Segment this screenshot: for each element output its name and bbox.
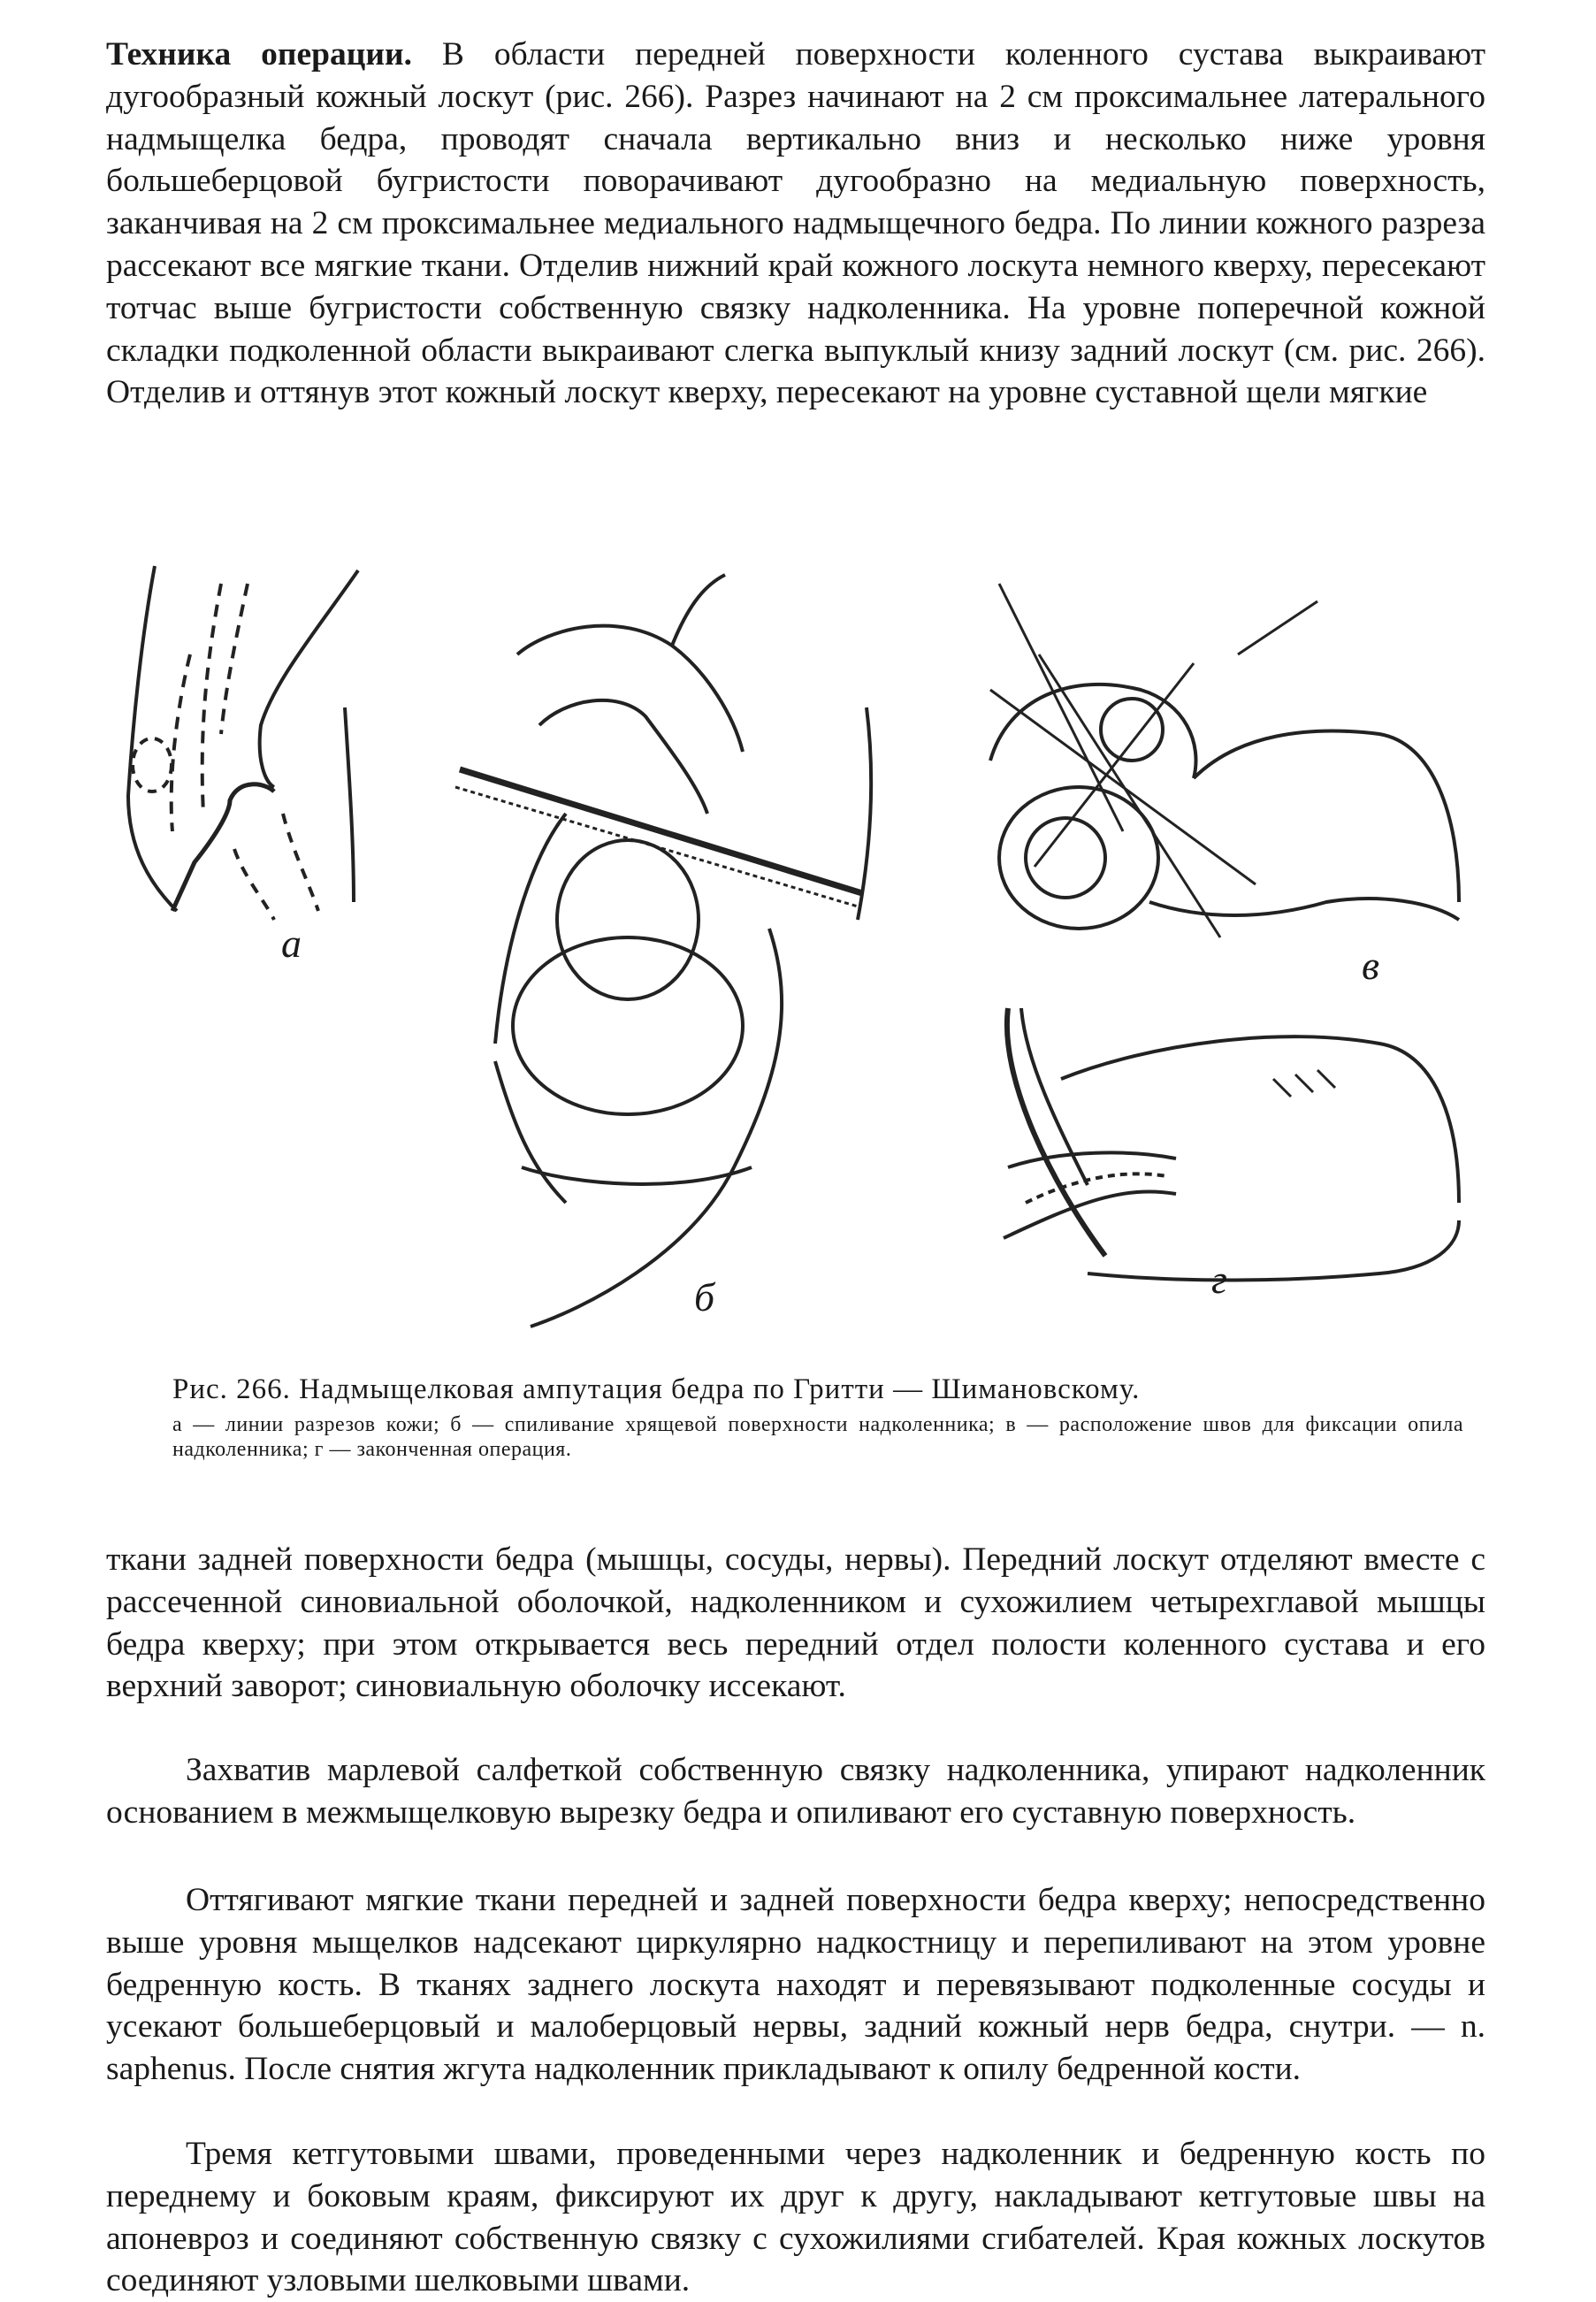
figure-label-v: в [1362, 943, 1379, 988]
figure-label-b: б [694, 1274, 715, 1319]
figure-caption-legend: а — линии разрезов кожи; б — спиливание хрящевой поверхности надколенника; в — расположение швов для фиксации опила надколенника; г — законченная операция. [172, 1413, 1463, 1461]
figure-illustrations [0, 548, 1596, 1344]
figure-266 [0, 548, 1596, 1344]
intro-paragraph-text: В области передней поверхности коленного сустава выкраивают дугообразный кожный лоскут (рис. 266). Разрез начинают на 2 см проксимальнее латерального надмыщелка бедра, проводят сначала вертикально вниз и несколько ниже уровня большеберцовой бугристости поворачивают дугообразно на медиальную поверхность, заканчивая на 2 см проксимальнее медиального надмыщечного бедра. По линии кожного разреза рассекают все мягкие ткани. Отделив нижний край кожного лоскута немного кверху, пересекают тотчас выше бугристости собственную связку надколенника. На уровне поперечной кожной складки подколенной области выкраивают слегка выпуклый книзу задний лоскут (см. рис. 266). Отделив и оттянув этот кожный лоскут кверху, пересекают на уровне суставной щели мягкие [106, 36, 1485, 411]
figure-label-g: г [1211, 1257, 1227, 1302]
paragraph-2: Захватив марлевой салфеткой собственную связку надколенника, упирают надколенник основанием в межмыщелковую вырезку бедра и опиливают его суставную поверхность. [106, 1752, 1485, 1831]
drawing-a [128, 566, 358, 920]
paragraph-continuation: ткани задней поверхности бедра (мышцы, сосуды, нервы). Передний лоскут отделяют вместе с рассеченной синовиальной оболочкой, надколенником и сухожилием четырехглавой мышцы бедра кверху; при этом открывается весь передний отдел полости коленного сустава и его верхний заворот; синовиальную оболочку иссекают. [106, 1541, 1485, 1705]
drawing-v [990, 584, 1459, 937]
paragraph-4: Тремя кетгутовыми швами, проведенными через надколенник и бедренную кость по переднему и боковым краям, фиксируют их друг к другу, накладывают кетгутовые швы на апоневроз и соединяют собственную связку с сухожилиями сгибателей. Края кожных лоскутов соединяют узловыми шелковыми швами. [106, 2136, 1485, 2299]
section-lead: Техника операции. [106, 36, 412, 73]
intro-paragraph [106, 34, 1485, 414]
drawing-b [455, 575, 871, 1327]
drawing-g [1004, 1008, 1459, 1281]
figure-label-a: а [281, 921, 302, 966]
paragraph-3: Оттягивают мягкие ткани передней и задней поверхности бедра кверху; непосредственно выше уровня мыщелков надсекают циркулярно надкостницу и перепиливают на этом уровне бедренную кость. В тканях заднего лоскута находят и перевязывают подколенные сосуды и усекают большеберцовый и малоберцовый нервы, задний кожный нерв бедра, снутри. — n. saphenus. После снятия жгута надколенник прикладывают к опилу бедренной кости. [106, 1882, 1485, 2088]
figure-caption-title: Рис. 266. Надмыщелковая ампутация бедра по Гритти — Шимановскому. [172, 1373, 1141, 1405]
